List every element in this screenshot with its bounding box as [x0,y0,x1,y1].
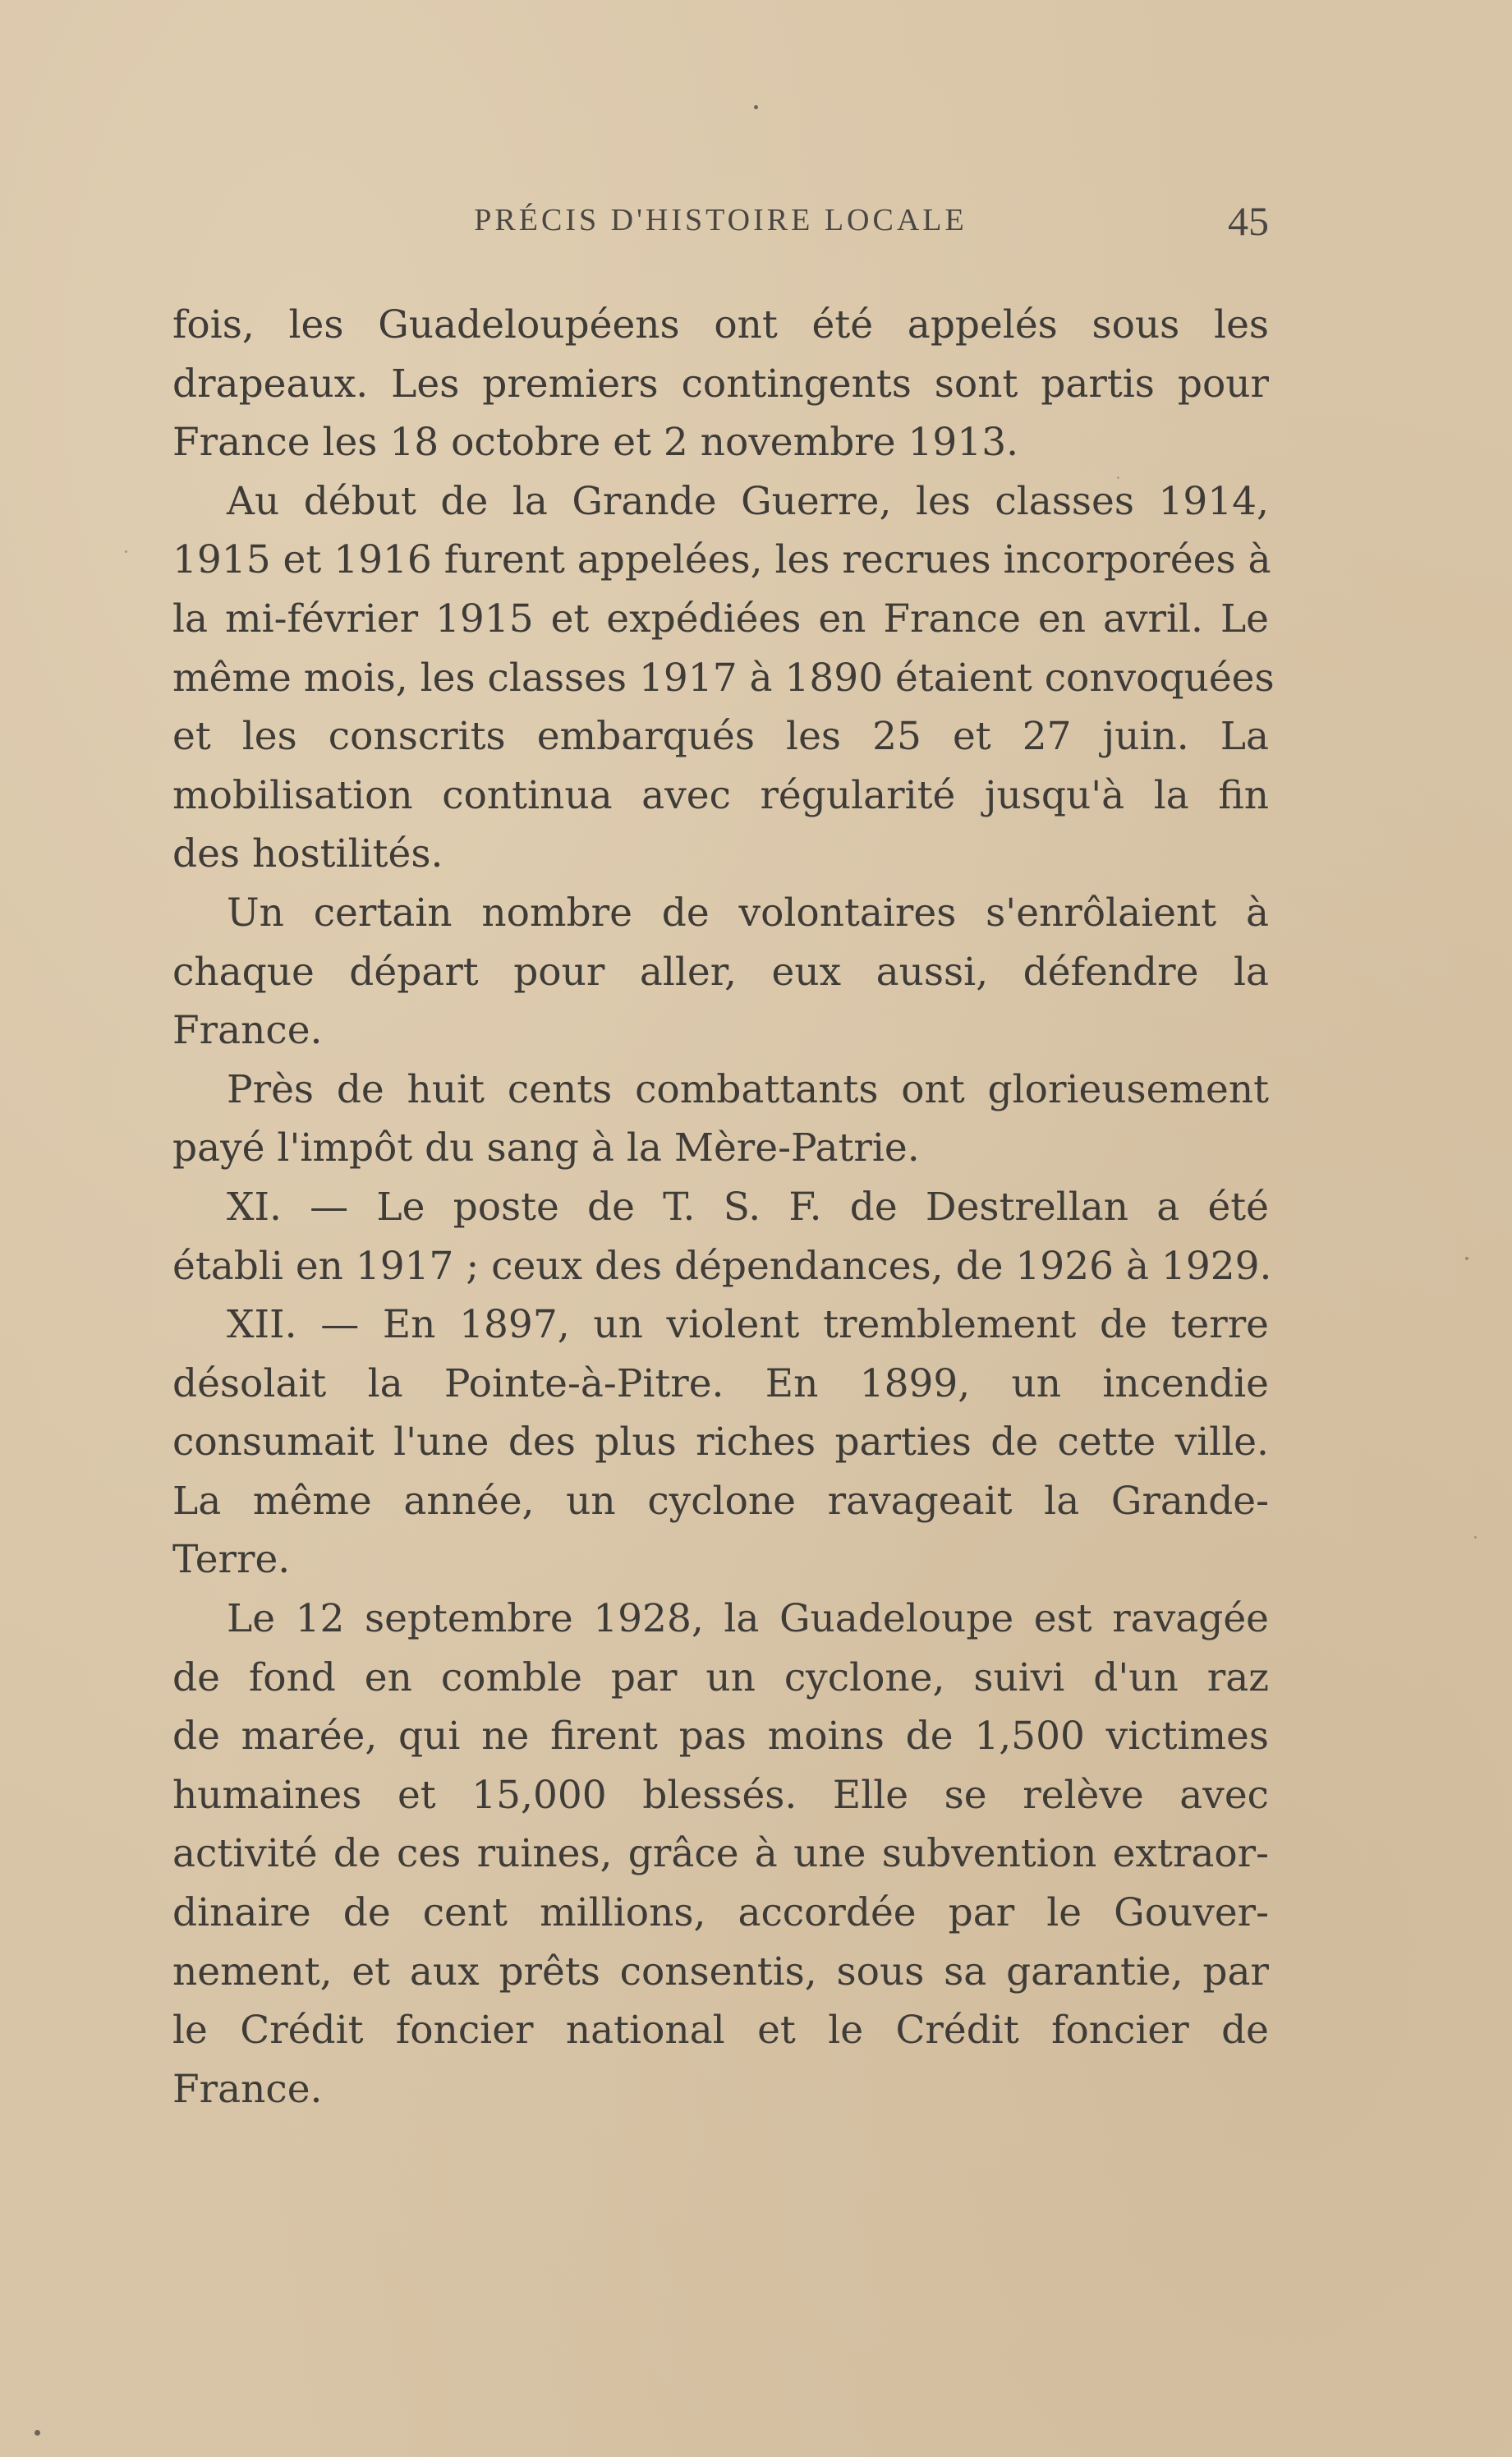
paper-speck [1117,476,1119,479]
text-line: France. [172,2066,323,2112]
text-line: mobilisation continua avec régularité jusqu'à la fin [172,772,1269,818]
paper-speck [125,550,127,553]
text-line: chaque départ pour aller, eux aussi, défendre la [172,949,1269,995]
text-line: consumait l'une des plus riches parties de cette ville. [172,1419,1269,1465]
text-line: Près de huit cents combattants ont glorieusement [227,1066,1269,1112]
text-line: de fond en comble par un cyclone, suivi d'un raz [172,1654,1269,1700]
text-line: désolait la Pointe-à-Pitre. En 1899, un incendie [172,1360,1269,1406]
text-line: de marée, qui ne firent pas moins de 1,500 victimes [172,1714,1269,1760]
page-number: 45 [1228,198,1269,244]
text-line: nement, et aux prêts consentis, sous sa garantie, par [172,1949,1269,1995]
text-line: humaines et 15,000 blessés. Elle se relève avec [172,1772,1269,1818]
running-head [172,197,1269,246]
text-line: XII. — En 1897, un violent tremblement de terre [227,1302,1269,1348]
text-line: et les conscrits embarqués les 25 et 27 juin. La [172,714,1269,760]
text-line: 1915 et 1916 furent appelées, les recrues incorporées à [172,537,1271,583]
text-line: La même année, un cyclone ravageait la Grande- [172,1478,1269,1524]
body-text [172,296,1275,2119]
paper-speck [1474,1536,1477,1539]
text-line: France. [172,1008,323,1054]
text-line: dinaire de cent millions, accordée par le Gouver- [172,1890,1269,1936]
text-line: drapeaux. Les premiers contingents sont partis pour [172,361,1269,407]
text-line: fois, les Guadeloupéens ont été appelés sous les [172,302,1269,347]
text-line: même mois, les classes 1917 à 1890 étaient convoquées [172,655,1275,701]
text-line: Un certain nombre de volontaires s'enrôlaient à [227,890,1269,936]
text-line: la mi-février 1915 et expédiées en France en avril. Le [172,596,1269,642]
text-line: XI. — Le poste de T. S. F. de Destrellan a été [227,1184,1269,1230]
text-line: des hostilités. [172,831,443,877]
text-line: activité de ces ruines, grâce à une subvention extraor- [172,1831,1269,1877]
text-line: établi en 1917 ; ceux des dépendances, de 1926 à 1929. [172,1243,1272,1289]
text-line: Le 12 septembre 1928, la Guadeloupe est ravagée [227,1596,1269,1642]
text-line: Au début de la Grande Guerre, les classes 1914, [227,478,1269,524]
text-line: Terre. [172,1537,291,1583]
paper-speck [1465,1257,1468,1260]
paper-speck [34,2430,40,2436]
text-line: le Crédit foncier national et le Crédit foncier de [172,2008,1269,2054]
running-title: PRÉCIS D'HISTOIRE LOCALE [474,203,967,237]
text-line: France les 18 octobre et 2 novembre 1913. [172,420,1019,466]
paper-speck [754,105,758,109]
text-line: payé l'impôt du sang à la Mère-Patrie. [172,1125,920,1171]
